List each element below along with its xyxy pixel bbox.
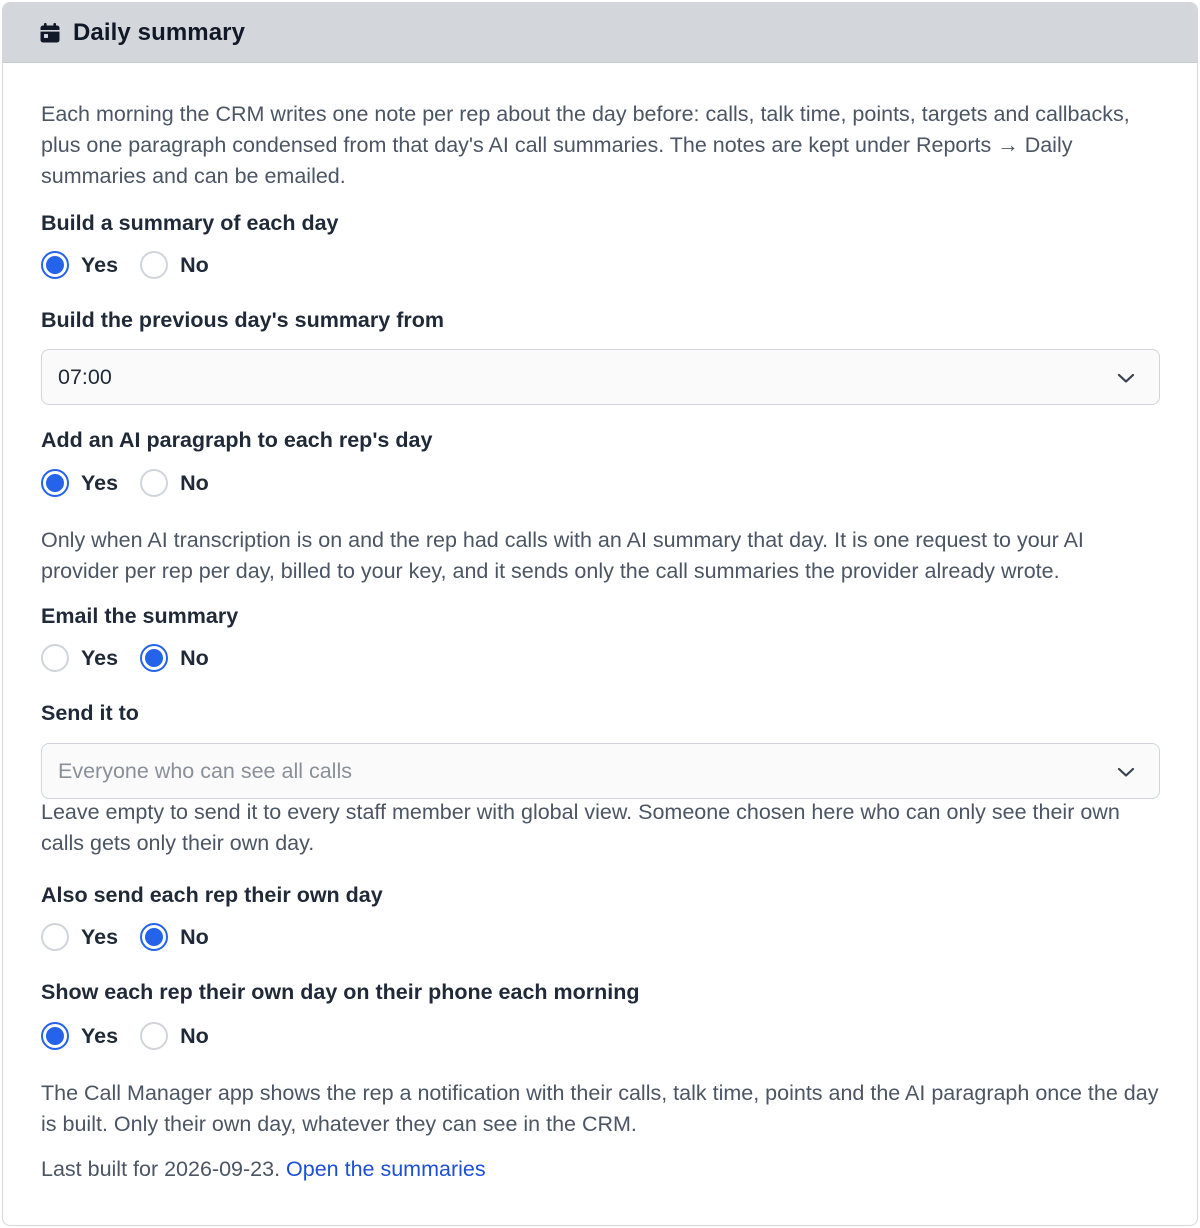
build-from-select[interactable] xyxy=(41,349,1160,405)
send-to-select[interactable] xyxy=(41,743,1160,799)
radio-label: No xyxy=(180,924,209,949)
build-summary-label: Build a summary of each day xyxy=(41,211,339,235)
ai-paragraph-yes-option[interactable] xyxy=(41,469,118,497)
build-from-label: Build the previous day's summary from xyxy=(41,308,444,332)
radio-selected-icon[interactable] xyxy=(140,923,168,951)
build-summary-yes-option[interactable] xyxy=(41,251,118,279)
show-on-phone-help: The Call Manager app shows the rep a notification with their calls, talk time, points and the AI paragraph once the day is built. Only their own day, whatever they can see in the CRM. xyxy=(41,1081,1159,1136)
daily-summary-panel xyxy=(2,2,1198,1226)
send-own-day-radio-group xyxy=(41,923,231,951)
email-summary-radio-group xyxy=(41,644,231,672)
show-on-phone-no-option[interactable] xyxy=(140,1022,209,1050)
calendar-icon xyxy=(39,22,61,44)
radio-unselected-icon[interactable] xyxy=(140,251,168,279)
ai-paragraph-radio-group xyxy=(41,469,231,497)
build-from-value: 07:00 xyxy=(58,364,112,389)
radio-unselected-icon[interactable] xyxy=(140,1022,168,1050)
ai-paragraph-help: Only when AI transcription is on and the rep had calls with an AI summary that day. It is one request to your AI provider per rep per day, billed to your key, and it sends only the call summaries the provider already wrote. xyxy=(41,528,1084,583)
show-on-phone-yes-option[interactable] xyxy=(41,1022,118,1050)
last-built-text: Last built for 2026-09-23. xyxy=(41,1157,281,1181)
build-summary-radio-group xyxy=(41,251,231,279)
show-on-phone-label: Show each rep their own day on their phone each morning xyxy=(41,980,640,1004)
radio-unselected-icon[interactable] xyxy=(41,923,69,951)
ai-paragraph-no-option[interactable] xyxy=(140,469,209,497)
radio-selected-icon[interactable] xyxy=(140,644,168,672)
send-to-help: Leave empty to send it to every staff member with global view. Someone chosen here who can only see their own calls gets only their own day. xyxy=(41,800,1120,855)
radio-selected-icon[interactable] xyxy=(41,469,69,497)
chevron-down-icon xyxy=(1117,365,1135,390)
last-built-footer xyxy=(41,1157,486,1182)
email-summary-yes-option[interactable] xyxy=(41,644,118,672)
radio-label: Yes xyxy=(81,1023,119,1048)
radio-label: Yes xyxy=(81,470,119,495)
send-to-placeholder: Everyone who can see all calls xyxy=(58,758,352,783)
radio-selected-icon[interactable] xyxy=(41,251,69,279)
build-summary-no-option[interactable] xyxy=(140,251,209,279)
radio-label: Yes xyxy=(81,924,119,949)
radio-label: No xyxy=(180,1023,209,1048)
panel-header xyxy=(3,3,1197,63)
chevron-down-icon xyxy=(1117,759,1135,784)
open-summaries-link[interactable]: Open the summaries xyxy=(286,1157,486,1181)
radio-selected-icon[interactable] xyxy=(41,1022,69,1050)
radio-unselected-icon[interactable] xyxy=(41,644,69,672)
radio-label: No xyxy=(180,645,209,670)
radio-label: Yes xyxy=(81,252,119,277)
email-summary-label: Email the summary xyxy=(41,604,239,628)
radio-label: No xyxy=(180,252,209,277)
send-own-day-yes-option[interactable] xyxy=(41,923,118,951)
radio-label: Yes xyxy=(81,645,119,670)
radio-unselected-icon[interactable] xyxy=(140,469,168,497)
panel-title: Daily summary xyxy=(73,18,246,46)
radio-label: No xyxy=(180,470,209,495)
send-own-day-label: Also send each rep their own day xyxy=(41,883,383,907)
send-to-label: Send it to xyxy=(41,701,139,725)
email-summary-no-option[interactable] xyxy=(140,644,209,672)
intro-text: Each morning the CRM writes one note per rep about the day before: calls, talk time, points, targets and callbacks, plus one paragraph condensed from that day's AI call summaries. The notes are kept under Reports → Daily summaries and can be emailed. xyxy=(41,102,1130,188)
ai-paragraph-label: Add an AI paragraph to each rep's day xyxy=(41,428,433,452)
show-on-phone-radio-group xyxy=(41,1022,231,1050)
send-own-day-no-option[interactable] xyxy=(140,923,209,951)
